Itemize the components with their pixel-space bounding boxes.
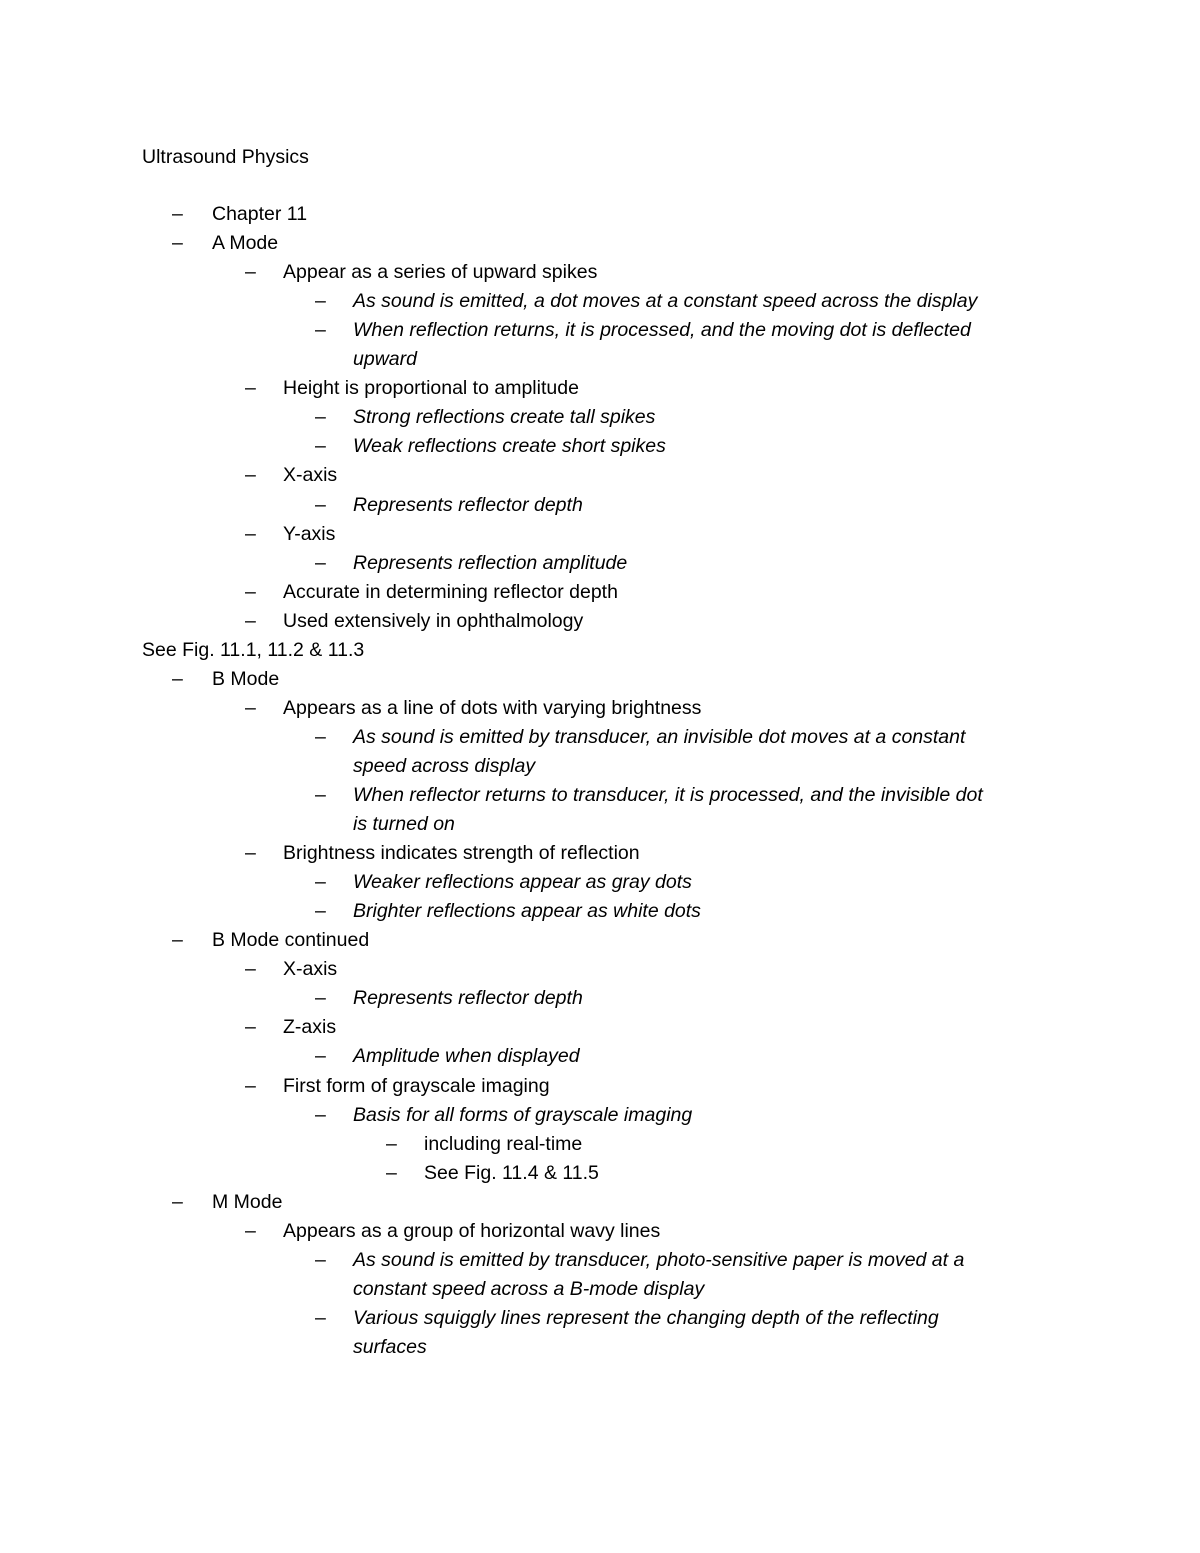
outline-item-level-3: Strong reflections create tall spikes xyxy=(353,406,656,429)
outline-item-level-3: When reflection returns, it is processed, and the moving dot is deflected xyxy=(353,319,971,342)
outline-item-level-2: First form of grayscale imaging xyxy=(283,1074,550,1097)
outline-item-level-2: Appears as a group of horizontal wavy lines xyxy=(283,1219,661,1242)
bullet-dash: – xyxy=(245,696,256,719)
outline-item-level-3: Weak reflections create short spikes xyxy=(353,435,666,458)
bullet-dash: – xyxy=(172,203,183,225)
outline-item-level-1: B Mode xyxy=(212,667,280,690)
bullet-dash: – xyxy=(315,784,326,806)
bullet-dash: – xyxy=(315,1306,326,1329)
outline-item-level-4: See Fig. 11.4 & 11.5 xyxy=(424,1161,599,1184)
outline-item-level-3: Various squiggly lines represent the changing depth of the reflecting xyxy=(353,1306,939,1329)
bullet-dash: – xyxy=(245,377,256,400)
bullet-dash: – xyxy=(386,1161,397,1184)
outline-item-level-3: Basis for all forms of grayscale imaging xyxy=(353,1103,693,1126)
outline-item-level-2: Appear as a series of upward spikes xyxy=(283,261,598,284)
bullet-dash: – xyxy=(245,958,256,981)
outline-item-level-3: As sound is emitted by transducer, photo-sensitive paper is moved at a xyxy=(353,1248,965,1271)
outline-item-continuation: speed across display xyxy=(353,754,536,777)
outline-item-level-2: Appears as a line of dots with varying brightness xyxy=(283,696,702,719)
outline-item-level-2: Accurate in determining reflector depth xyxy=(283,580,618,603)
outline-item-continuation: surfaces xyxy=(353,1335,427,1358)
bullet-dash: – xyxy=(245,1016,256,1039)
document-title: Ultrasound Physics xyxy=(142,146,309,168)
outline-item-level-3: As sound is emitted by transducer, an invisible dot moves at a constant xyxy=(353,725,966,748)
outline-item-level-3: Weaker reflections appear as gray dots xyxy=(353,871,692,894)
bullet-dash: – xyxy=(245,464,256,487)
bullet-dash: – xyxy=(315,551,326,574)
bullet-dash: – xyxy=(172,667,183,690)
outline-item-level-2: Z-axis xyxy=(283,1016,337,1039)
bullet-dash: – xyxy=(315,1045,326,1068)
bullet-dash: – xyxy=(245,261,256,284)
outline-item-level-4: including real-time xyxy=(424,1132,583,1155)
outline-item-level-3: Represents reflector depth xyxy=(353,493,583,516)
bullet-dash: – xyxy=(172,232,183,255)
bullet-dash: – xyxy=(172,929,183,952)
outline-item-level-3: Brighter reflections appear as white dots xyxy=(353,900,701,923)
bullet-dash: – xyxy=(315,900,326,923)
bullet-dash: – xyxy=(245,842,256,865)
bullet-dash: – xyxy=(315,1248,326,1271)
outline-item-level-2: X-axis xyxy=(283,464,338,487)
bullet-dash: – xyxy=(315,871,326,894)
bullet-dash: – xyxy=(315,435,326,458)
outline-item-level-1: A Mode xyxy=(212,232,279,255)
bullet-dash: – xyxy=(172,1190,183,1213)
bullet-dash: – xyxy=(245,609,256,632)
bullet-dash: – xyxy=(315,319,326,342)
bullet-dash: – xyxy=(315,493,326,516)
outline-item-level-2: Brightness indicates strength of reflection xyxy=(283,842,640,865)
bullet-dash: – xyxy=(386,1132,397,1155)
outline-item-level-3: As sound is emitted, a dot moves at a constant speed across the display xyxy=(353,290,978,313)
outline-item-continuation: is turned on xyxy=(353,813,455,836)
outline-item-level-2: Used extensively in ophthalmology xyxy=(283,609,584,632)
bullet-dash: – xyxy=(315,406,326,429)
bullet-dash: – xyxy=(245,522,256,545)
bullet-dash: – xyxy=(245,580,256,603)
bullet-dash: – xyxy=(245,1219,256,1242)
outline-item-level-3: Represents reflector depth xyxy=(353,987,583,1010)
bullet-dash: – xyxy=(245,1074,256,1097)
bullet-dash: – xyxy=(315,987,326,1010)
outline-item-level-2: Y-axis xyxy=(283,522,336,545)
outline-freetext: See Fig. 11.1, 11.2 & 11.3 xyxy=(142,638,365,661)
outline-item-level-2: X-axis xyxy=(283,958,338,981)
outline-item-level-1: Chapter 11 xyxy=(212,203,308,225)
outline-item-level-1: M Mode xyxy=(212,1190,283,1213)
outline-item-continuation: constant speed across a B-mode display xyxy=(353,1277,705,1300)
outline-item-continuation: upward xyxy=(353,348,417,371)
bullet-dash: – xyxy=(315,290,326,313)
outline-item-level-3: Amplitude when displayed xyxy=(353,1045,580,1068)
outline-item-level-1: B Mode continued xyxy=(212,929,370,952)
bullet-dash: – xyxy=(315,725,326,748)
outline-item-level-2: Height is proportional to amplitude xyxy=(283,377,579,400)
outline-item-level-3: Represents reflection amplitude xyxy=(353,551,628,574)
bullet-dash: – xyxy=(315,1103,326,1126)
outline-item-level-3: When reflector returns to transducer, it is processed, and the invisible dot xyxy=(353,784,983,806)
